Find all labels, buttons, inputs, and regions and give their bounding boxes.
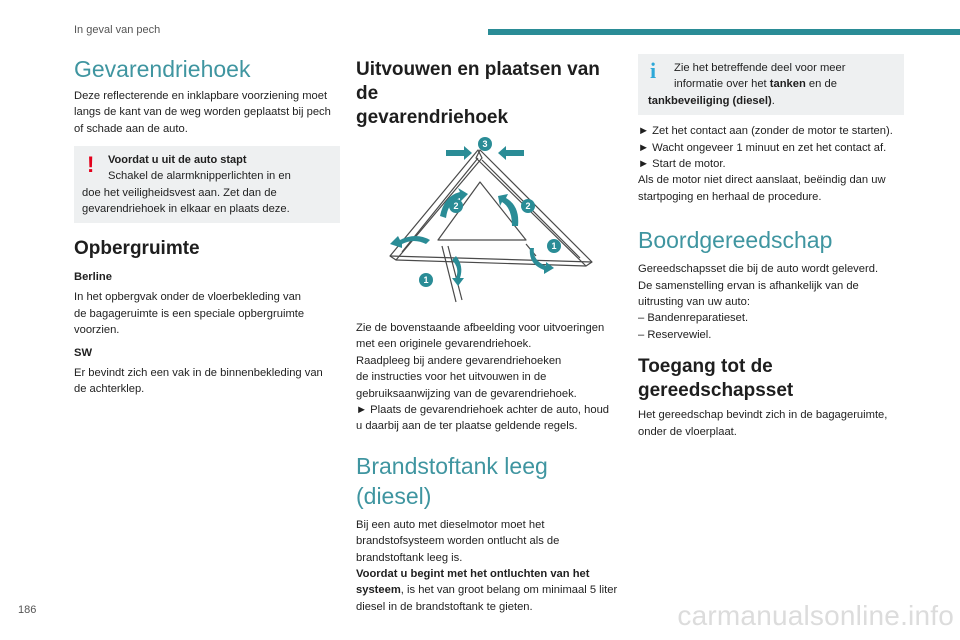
bold-word: tanken: [769, 78, 806, 91]
watermark: carmanualsonline.info: [677, 600, 954, 631]
title-toegang: [638, 355, 904, 403]
title-line: gevarendriehoek: [356, 107, 509, 128]
text-line: brandstoftank leeg is.: [356, 551, 463, 564]
text-line: Bij een auto met dieselmotor moet het: [356, 518, 545, 531]
figure-description: [356, 320, 622, 435]
step-line: ► Wacht ongeveer 1 minuut en zet het contact af.: [638, 141, 887, 154]
label-sw: SW: [74, 346, 93, 359]
text-line: met een originele gevarendriehoek.: [356, 338, 532, 351]
text-fragment: , is het van groot belang om minimaal 5 liter: [400, 584, 618, 597]
arrow-icon: [446, 146, 472, 160]
title-line: Uitvouwen en plaatsen van de: [356, 59, 600, 104]
bullet-line: ► Plaats de gevarendriehoek achter de auto, houd: [356, 404, 610, 417]
step-label: 1: [551, 241, 557, 251]
step-label: 1: [423, 275, 429, 285]
text-line: de instructies voor het uitvouwen in de: [356, 371, 547, 384]
tank-text: [356, 517, 622, 615]
title-line: Toegang tot de: [638, 356, 773, 378]
label-berline: Berline: [74, 271, 112, 284]
text-line: In het opbergvak onder de vloerbekleding van: [74, 291, 302, 304]
info-line: [648, 76, 896, 92]
text-line: diesel in de brandstoftank te gieten.: [356, 600, 533, 613]
arrow-icon: [498, 194, 518, 226]
title-uitvouwen: [356, 58, 622, 130]
text-line: de bagageruimte is een speciale opbergruimte: [74, 307, 305, 320]
section-header: In geval van pech: [74, 24, 161, 36]
step-line: ► Start de motor.: [638, 158, 726, 171]
info-box: [638, 54, 904, 115]
bold-word: systeem: [356, 584, 401, 597]
text-fragment: informatie over het: [674, 78, 770, 91]
title-brandstoftank: Brandstoftank leeg (diesel): [356, 452, 548, 509]
tools-text: [638, 261, 904, 343]
warning-triangle-illustration: [356, 136, 622, 316]
header-bar: [488, 29, 960, 35]
text-fragment: en de: [805, 78, 837, 91]
sw-text: [74, 365, 340, 398]
info-line: [648, 93, 896, 109]
arrow-icon: [498, 146, 524, 160]
intro-line: Deze reflecterende en inklapbare voorziening moet: [74, 90, 328, 102]
warning-icon: !: [87, 152, 95, 178]
intro-line: of schade aan de auto.: [74, 122, 188, 135]
text-fragment: .: [771, 94, 775, 107]
text-line: Er bevindt zich een vak in de binnenbekleding van: [74, 366, 323, 379]
bold-line: Voordat u begint met het ontluchten van het: [356, 568, 590, 581]
text-line: Gereedschapsset die bij de auto wordt geleverd.: [638, 263, 879, 276]
step-line: ► Zet het contact aan (zonder de motor te starten).: [638, 125, 893, 138]
triangle-left-side: [390, 150, 482, 260]
step-label: 2: [525, 201, 531, 211]
warning-line: gevarendriehoek in elkaar en plaats deze.: [82, 203, 290, 216]
access-text: [638, 407, 904, 440]
text-line: onder de vloerplaat.: [638, 425, 737, 438]
bullet-line: u daarbij aan de ter plaatse geldende regels.: [356, 420, 578, 433]
title-opbergruimte: Opbergruimte: [74, 238, 200, 260]
arrow-icon: [452, 256, 464, 286]
column-3: [638, 52, 904, 440]
warning-line: Schakel de alarmknipperlichten in en: [108, 170, 291, 183]
bold-word: tankbeveiliging (diesel): [648, 94, 772, 107]
text-line: Zie de bovenstaande afbeelding voor uitvoeringen: [356, 322, 605, 334]
title-gevarendriehoek: Gevarendriehoek: [74, 56, 251, 82]
support-leg: [442, 246, 456, 302]
info-line: Zie het betreffende deel voor meer: [674, 62, 846, 74]
text-line: uitrusting van uw auto:: [638, 296, 750, 309]
warning-title: Voordat u uit de auto stapt: [108, 154, 247, 167]
title-line: gereedschapsset: [638, 380, 794, 402]
text-line: De samenstelling ervan is afhankelijk van de: [638, 279, 859, 292]
text-line: Als de motor niet direct aanslaat, beëindig dan uw: [638, 174, 886, 187]
berline-text: [74, 289, 340, 338]
step-label: 2: [453, 201, 459, 211]
list-item: – Reservewiel.: [638, 328, 712, 341]
step-label: 3: [482, 139, 488, 149]
page-number: 186: [18, 604, 37, 616]
text-line: brandstofsysteem worden ontlucht als de: [356, 535, 560, 548]
text-line: de achterklep.: [74, 383, 145, 396]
column-1: [74, 52, 340, 397]
title-boordgereedschap: Boordgereedschap: [638, 227, 833, 254]
text-line: Het gereedschap bevindt zich in de bagageruimte,: [638, 409, 888, 422]
text-line: startpoging en herhaal de procedure.: [638, 190, 822, 203]
warning-box: [74, 146, 340, 223]
info-icon: i: [650, 58, 657, 83]
intro-text: [74, 88, 340, 137]
intro-line: langs de kant van de weg worden geplaatst bij pech: [74, 106, 331, 119]
warning-line: doe het veiligheidsvest aan. Zet dan de: [82, 186, 277, 199]
text-line: Raadpleeg bij andere gevarendriehoeken: [356, 354, 562, 367]
steps-list: [638, 123, 904, 205]
text-line: gebruiksaanwijzing van de gevarendriehoek.: [356, 387, 577, 400]
list-item: – Bandenreparatieset.: [638, 312, 749, 325]
column-2: [356, 52, 622, 615]
text-line: voorzien.: [74, 324, 120, 337]
